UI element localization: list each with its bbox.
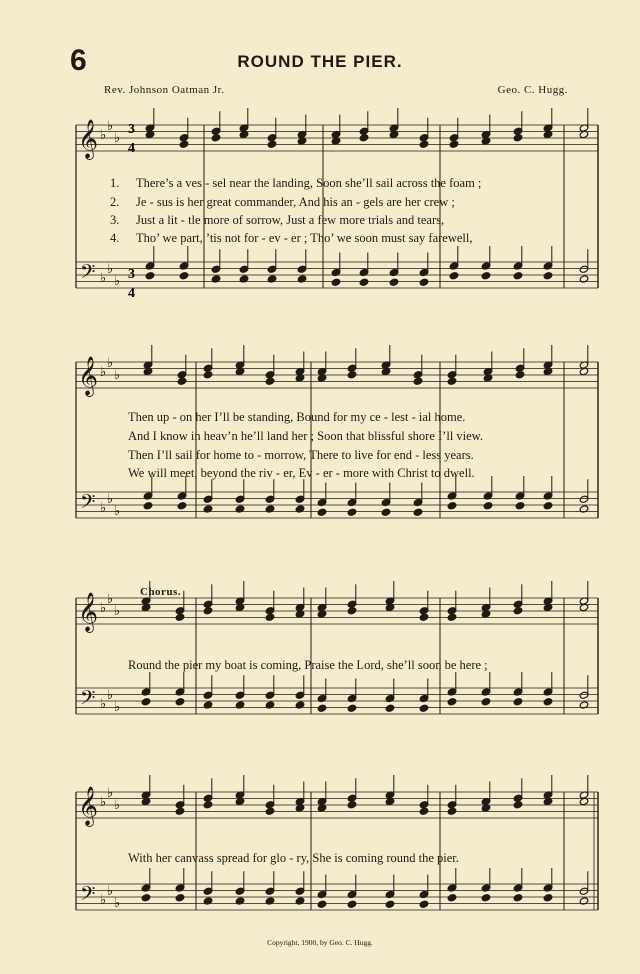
chorus-lyric-line: With her canvass spread for glo - ry, She is coming round the pier. <box>128 851 459 865</box>
svg-text:♭: ♭ <box>100 697 107 712</box>
lyric-text: Tho’ we part, ’tis not for - ev - er ; Tho’ we soon must say farewell, <box>136 231 473 245</box>
svg-text:♭: ♭ <box>114 368 121 383</box>
svg-text:♭: ♭ <box>114 896 121 911</box>
verse-number: 4. <box>110 231 120 245</box>
chorus-label: Chorus. <box>140 586 182 598</box>
lyric-line: Then I’ll sail for home to - morrow, There to live for end - less years. <box>128 448 474 462</box>
music-notes <box>78 108 589 911</box>
lyric-line <box>110 195 600 210</box>
svg-text:𝄞: 𝄞 <box>78 356 99 396</box>
chorus-lyric-line: Round the pier my boat is coming, Praise the Lord, she’ll soon be here ; <box>128 658 488 672</box>
time-signature-top: 3 <box>128 122 135 137</box>
lyric-line: And I know in heav’n he’ll land her ; Soon that blissful shore I’ll view. <box>128 429 484 443</box>
lyric-line <box>110 231 600 246</box>
svg-text:♭: ♭ <box>100 893 107 908</box>
svg-text:♭: ♭ <box>107 786 114 801</box>
verse-number: 1. <box>110 176 120 190</box>
hymn-title: ROUND THE PIER. <box>237 52 403 71</box>
svg-text:♭: ♭ <box>114 604 121 619</box>
svg-text:♭: ♭ <box>107 492 114 507</box>
svg-text:♭: ♭ <box>100 795 107 810</box>
page-number: 6 <box>70 44 87 77</box>
svg-text:♭: ♭ <box>107 119 114 134</box>
svg-text:♭: ♭ <box>100 501 107 516</box>
lyric-line: We will meet, beyond the riv - er, Ev - er - more with Christ to dwell. <box>128 466 475 480</box>
svg-text:𝄢: 𝄢 <box>80 686 96 714</box>
copyright-notice: Copyright, 1900, by Geo. C. Hugg. <box>267 938 373 947</box>
lyric-text: Je - sus is her great commander, And his an - gels are her crew ; <box>136 195 455 209</box>
svg-text:♭: ♭ <box>107 592 114 607</box>
svg-text:♭: ♭ <box>107 688 114 703</box>
lyric-line <box>110 213 600 228</box>
svg-text:♭: ♭ <box>114 504 121 519</box>
verse-number: 2. <box>110 195 120 209</box>
svg-text:𝄞: 𝄞 <box>78 592 99 632</box>
time-signature-top: 3 <box>128 267 135 282</box>
lyric-line <box>110 176 600 191</box>
svg-text:𝄢: 𝄢 <box>80 882 96 910</box>
verse-number: 3. <box>110 213 120 227</box>
svg-text:♭: ♭ <box>107 262 114 277</box>
time-signature-bottom: 4 <box>128 141 135 156</box>
svg-text:♭: ♭ <box>114 131 121 146</box>
composer-credit: Geo. C. Hugg. <box>497 84 568 96</box>
lyric-line: Then up - on her I’ll be standing, Bound for my ce - lest - ial home. <box>128 410 466 424</box>
lyric-text: Just a lit - tle more of sorrow, Just a few more trials and tears, <box>136 213 445 227</box>
svg-text:𝄢: 𝄢 <box>80 490 96 518</box>
time-signature-bottom: 4 <box>128 286 135 301</box>
svg-text:♭: ♭ <box>100 128 107 143</box>
svg-text:𝄢: 𝄢 <box>80 260 96 288</box>
svg-text:♭: ♭ <box>100 365 107 380</box>
svg-text:𝄞: 𝄞 <box>78 786 99 826</box>
svg-text:♭: ♭ <box>107 884 114 899</box>
svg-text:♭: ♭ <box>100 601 107 616</box>
author-credit: Rev. Johnson Oatman Jr. <box>104 84 225 96</box>
lyric-text: There’s a ves - sel near the landing, Soon she’ll sail across the foam ; <box>136 176 482 190</box>
svg-text:♭: ♭ <box>114 274 121 289</box>
svg-text:♭: ♭ <box>114 798 121 813</box>
svg-text:♭: ♭ <box>114 700 121 715</box>
svg-text:𝄞: 𝄞 <box>78 119 99 159</box>
svg-text:♭: ♭ <box>100 271 107 286</box>
svg-text:♭: ♭ <box>107 356 114 371</box>
